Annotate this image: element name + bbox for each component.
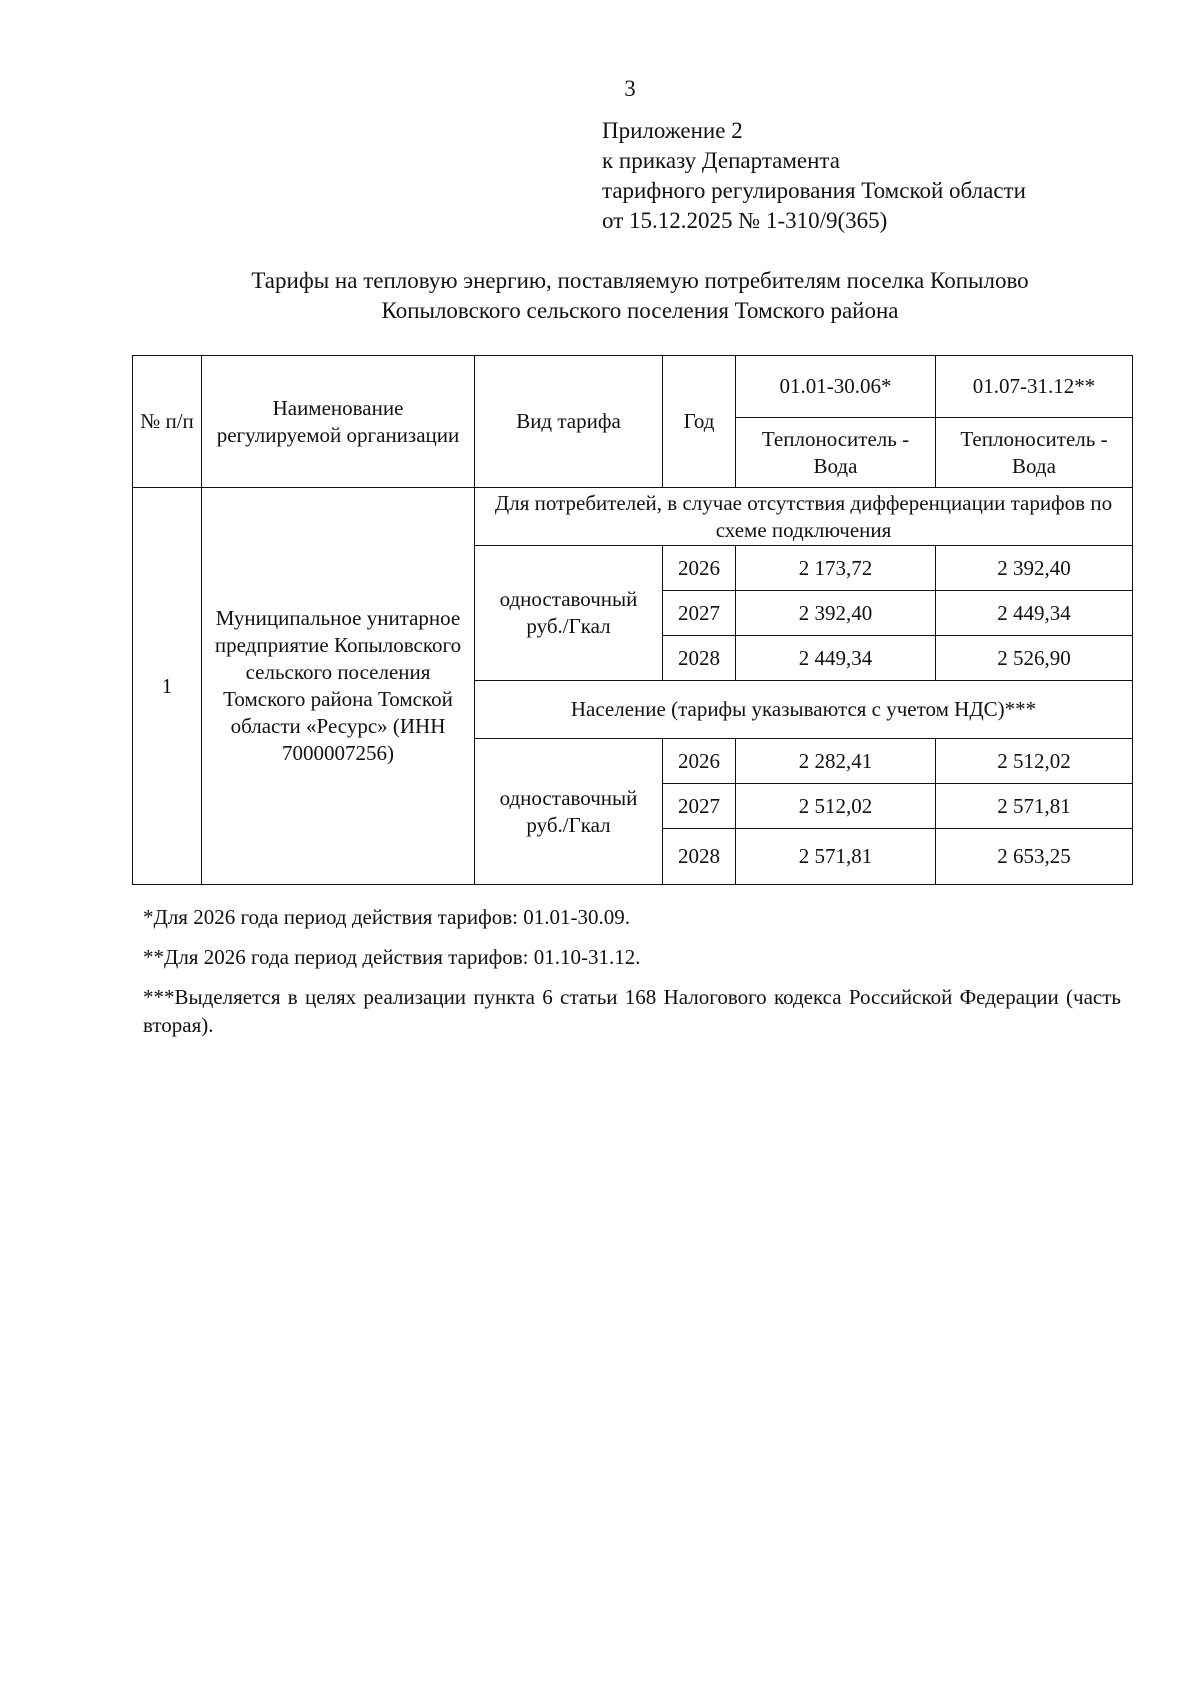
section-row-1 bbox=[133, 488, 1133, 546]
appendix-line-2: к приказу Департамента bbox=[602, 148, 840, 173]
header-carrier-2: Теплоноситель - Вода bbox=[936, 418, 1133, 488]
tariff-value: 2 173,72 bbox=[736, 546, 936, 591]
year-cell: 2028 bbox=[663, 829, 736, 885]
tariff-value: 2 512,02 bbox=[936, 739, 1133, 784]
appendix-block bbox=[602, 116, 1026, 236]
organization-name: Муниципальное унитарное предприятие Копыловского сельского поселения Томского района Томской области «Ресурс» (ИНН 7000007256) bbox=[202, 488, 475, 885]
tariff-value: 2 653,25 bbox=[936, 829, 1133, 885]
header-carrier-1: Теплоноситель - Вода bbox=[736, 418, 936, 488]
header-tariff-type: Вид тарифа bbox=[475, 356, 663, 488]
year-cell: 2027 bbox=[663, 591, 736, 636]
year-cell: 2027 bbox=[663, 784, 736, 829]
section-title-2: Население (тарифы указываются с учетом НДС)*** bbox=[475, 681, 1133, 739]
tariff-value: 2 571,81 bbox=[936, 784, 1133, 829]
tariff-value: 2 449,34 bbox=[736, 636, 936, 681]
header-year: Год bbox=[663, 356, 736, 488]
header-period-2: 01.07-31.12** bbox=[936, 356, 1133, 418]
appendix-line-3: тарифного регулирования Томской области bbox=[602, 178, 1026, 203]
tariff-value: 2 571,81 bbox=[736, 829, 936, 885]
header-num: № п/п bbox=[133, 356, 202, 488]
footnotes bbox=[143, 903, 1121, 1051]
row-number: 1 bbox=[133, 488, 202, 885]
document-title bbox=[120, 266, 1160, 326]
tariff-value: 2 526,90 bbox=[936, 636, 1133, 681]
footnote-3: ***Выделяется в целях реализации пункта 6 статьи 168 Налогового кодекса Российской Федерации (часть вторая). bbox=[143, 985, 1121, 1037]
appendix-line-1: Приложение 2 bbox=[602, 118, 743, 143]
tariff-table bbox=[132, 355, 1133, 885]
footnote-1: *Для 2026 года период действия тарифов: 01.01-30.09. bbox=[143, 905, 630, 929]
appendix-line-4: от 15.12.2025 № 1-310/9(365) bbox=[602, 208, 888, 233]
year-cell: 2026 bbox=[663, 739, 736, 784]
tariff-value: 2 282,41 bbox=[736, 739, 936, 784]
header-period-1: 01.01-30.06* bbox=[736, 356, 936, 418]
tariff-value: 2 392,40 bbox=[736, 591, 936, 636]
document-title-line-2: Копыловского сельского поселения Томского района bbox=[381, 298, 899, 323]
section-title-1: Для потребителей, в случае отсутствия дифференциации тарифов по схеме подключения bbox=[475, 488, 1133, 546]
tariff-value: 2 512,02 bbox=[736, 784, 936, 829]
header-organization: Наименование регулируемой организации bbox=[202, 356, 475, 488]
page-number: 3 bbox=[624, 76, 636, 101]
tariff-value: 2 449,34 bbox=[936, 591, 1133, 636]
year-cell: 2026 bbox=[663, 546, 736, 591]
year-cell: 2028 bbox=[663, 636, 736, 681]
document-title-line-1: Тарифы на тепловую энергию, поставляемую потребителям поселка Копылово bbox=[251, 268, 1029, 293]
header-row bbox=[133, 356, 1133, 418]
tariff-type-2: одноставочный руб./Гкал bbox=[475, 739, 663, 885]
tariff-value: 2 392,40 bbox=[936, 546, 1133, 591]
tariff-type-1: одноставочный руб./Гкал bbox=[475, 546, 663, 681]
footnote-2: **Для 2026 года период действия тарифов: 01.10-31.12. bbox=[143, 945, 641, 969]
